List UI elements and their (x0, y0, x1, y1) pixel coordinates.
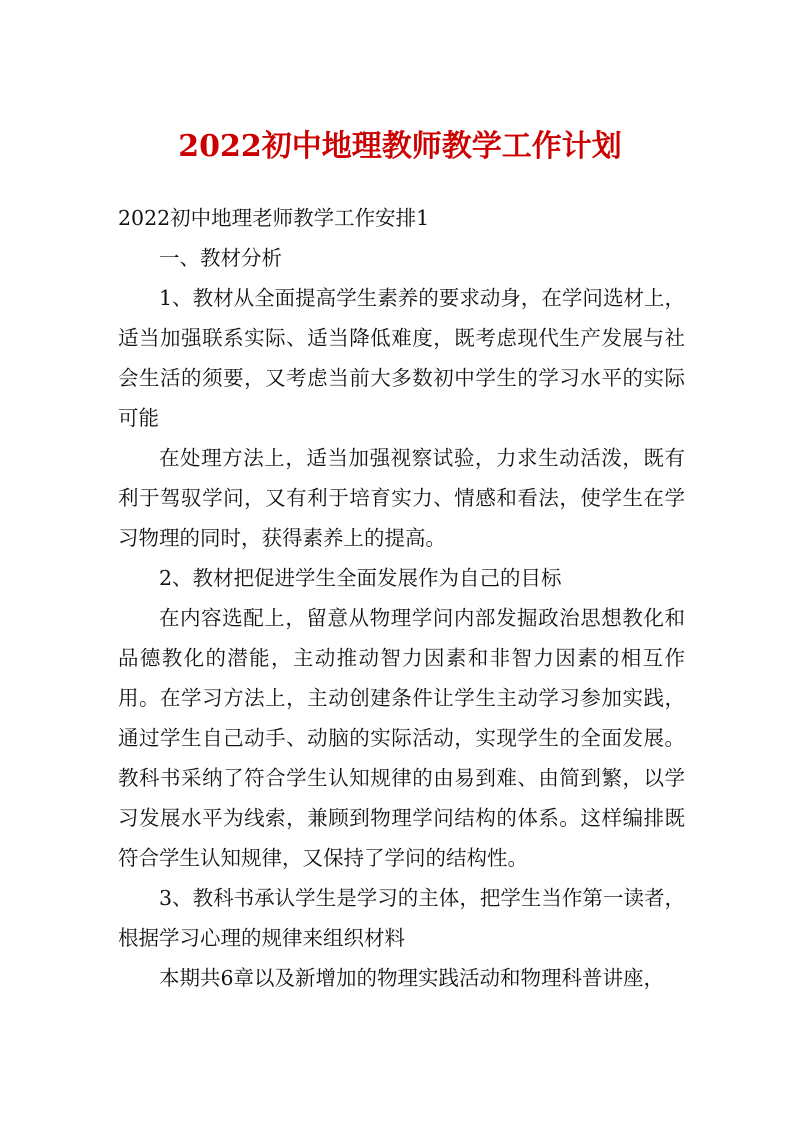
document-body (118, 198, 685, 998)
paragraph: 3、教科书承认学生是学习的主体，把学生当作第一读者，根据学习心理的规律来组织材料 (118, 886, 685, 950)
document-title: 2022初中地理教师教学工作计划 (178, 129, 622, 164)
paragraph: 在内容选配上，留意从物理学问内部发掘政治思想教化和品德教化的潜能，主动推动智力因素和非智力因素的相互作用。在学习方法上，主动创建条件让学生主动学习参加实践，通过学生自己动手、动脑的实际活动，实现学生的全面发展。教科书采纳了符合学生认知规律的由易到难、由简到繁，以学习发展水平为线索，兼顾到物理学问结构的体系。这样编排既符合学生认知规律，又保持了学问的结构性。 (118, 606, 685, 870)
paragraph: 1、教材从全面提高学生素养的要求动身，在学问选材上，适当加强联系实际、适当降低难度，既考虑现代生产发展与社会生活的须要，又考虑当前大多数初中学生的学习水平的实际可能 (118, 286, 685, 430)
section-heading: 一、教材分析 (159, 246, 282, 270)
document-subtitle: 2022初中地理老师教学工作安排1 (118, 206, 430, 230)
paragraph: 本期共6章以及新增加的物理实践活动和物理科普讲座， (159, 966, 665, 990)
paragraph: 2、教材把促进学生全面发展作为自己的目标 (159, 566, 562, 590)
paragraph: 在处理方法上，适当加强视察试验，力求生动活泼，既有利于驾驭学问，又有利于培育实力、情感和看法，使学生在学习物理的同时，获得素养上的提高。 (118, 446, 685, 550)
